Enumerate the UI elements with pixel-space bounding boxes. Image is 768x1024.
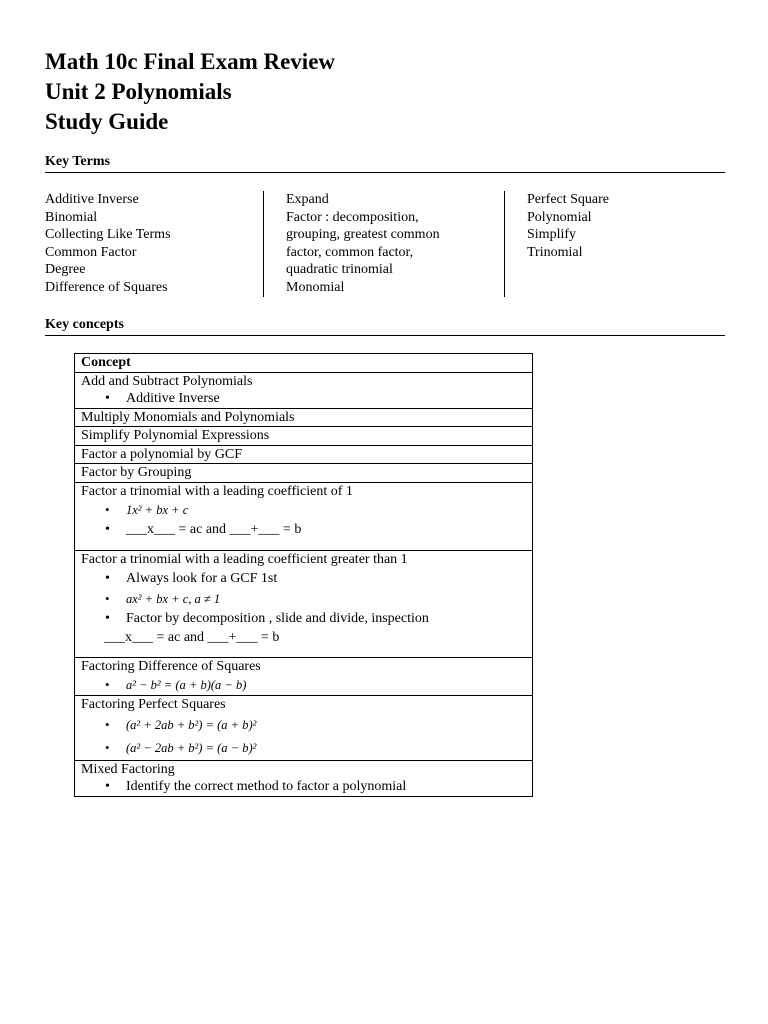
concept-cell — [75, 482, 533, 551]
table-header-cell: Concept — [75, 354, 533, 373]
concept-cell — [75, 551, 533, 658]
concept-cell — [75, 760, 533, 796]
table-row — [75, 551, 533, 658]
term: Perfect Square — [527, 192, 610, 207]
concept-cell: Simplify Polynomial Expressions — [75, 427, 533, 446]
concept-title: Factoring Perfect Squares — [81, 697, 226, 712]
key-terms-column-1 — [45, 191, 255, 297]
concept-cell: Factor a polynomial by GCF — [75, 445, 533, 464]
table-row — [75, 482, 533, 551]
concept-title: Factoring Difference of Squares — [81, 658, 261, 674]
term: Common Factor — [45, 244, 137, 260]
table-row — [75, 408, 533, 427]
table-header-row — [75, 354, 533, 373]
term: quadratic trinomial — [286, 262, 393, 278]
title-line-2: Unit 2 Polynomials — [45, 79, 232, 104]
term: Binomial — [45, 209, 98, 225]
bullet-item-formula: • ax² + bx + c, a ≠ 1 — [81, 589, 526, 609]
concept-line: ___x___ = ac and ___+___ = b — [104, 629, 280, 645]
term: Simplify — [527, 227, 577, 243]
term: Monomial — [286, 279, 345, 295]
term: Factor : decomposition, — [286, 209, 419, 225]
concept-cell: Multiply Monomials and Polynomials — [75, 408, 533, 427]
table-row — [75, 464, 533, 483]
key-terms-column-2 — [286, 191, 486, 297]
concept-cell — [75, 696, 533, 761]
key-terms-columns — [45, 191, 725, 299]
term: Polynomial — [527, 209, 592, 225]
concept-cell — [75, 657, 533, 696]
term: Collecting Like Terms — [45, 227, 171, 243]
bullet-item-formula: • (a² − 2ab + b²) = (a − b)² — [81, 737, 526, 760]
term: grouping, greatest common — [286, 227, 440, 243]
table-row — [75, 696, 533, 761]
title-line-1: Math 10c Final Exam Review — [45, 49, 336, 74]
key-terms-heading: Key Terms — [45, 154, 725, 173]
bullet-item: • Identify the correct method to factor a polynomial — [81, 778, 526, 796]
column-divider — [263, 191, 264, 297]
bullet-item-formula: • (a² + 2ab + b²) = (a + b)² — [81, 714, 526, 737]
term: Degree — [45, 262, 86, 278]
concepts-table — [74, 353, 533, 797]
concept-cell — [75, 372, 533, 408]
document-title — [45, 47, 335, 137]
term: Trinomial — [527, 244, 583, 260]
bullet-item: • ___x___ = ac and ___+___ = b — [81, 520, 526, 540]
bullet-item: • Additive Inverse — [81, 390, 526, 408]
concept-cell: Factor by Grouping — [75, 464, 533, 483]
key-terms-column-3 — [527, 191, 717, 261]
concept-title: Mixed Factoring — [81, 761, 175, 777]
concept-title: Add and Subtract Polynomials — [81, 373, 253, 389]
table-row — [75, 427, 533, 446]
term: factor, common factor, — [286, 244, 414, 260]
bullet-item: • Always look for a GCF 1st — [81, 569, 526, 589]
table-row — [75, 760, 533, 796]
title-line-3: Study Guide — [45, 109, 169, 134]
key-concepts-heading: Key concepts — [45, 317, 725, 336]
table-row — [75, 372, 533, 408]
column-divider — [504, 191, 505, 297]
spacer — [81, 647, 526, 657]
bullet-item-formula: • a² − b² = (a + b)(a − b) — [81, 675, 526, 695]
term: Expand — [286, 192, 329, 207]
term: Additive Inverse — [45, 192, 139, 207]
concept-title: Factor a trinomial with a leading coefficient greater than 1 — [81, 552, 408, 567]
concept-title: Factor a trinomial with a leading coefficient of 1 — [81, 483, 353, 499]
term: Difference of Squares — [45, 279, 168, 295]
bullet-item: • Factor by decomposition , slide and divide, inspection — [81, 609, 526, 629]
spacer — [81, 540, 526, 550]
bullet-item-formula: • 1x² + bx + c — [81, 500, 526, 520]
table-row — [75, 445, 533, 464]
table-row — [75, 657, 533, 696]
